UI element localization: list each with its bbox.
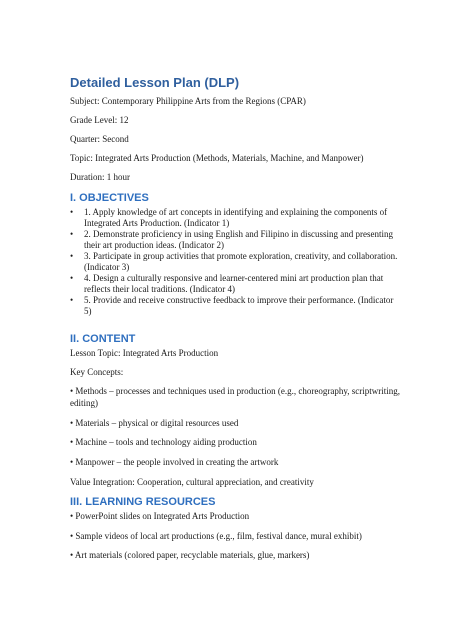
objectives-heading: I. OBJECTIVES [70, 192, 149, 204]
bullet-icon: • [70, 295, 74, 305]
value-integration-line: Value Integration: Cooperation, cultural appreciation, and creativity [70, 477, 314, 487]
bullet-icon: • [70, 207, 74, 217]
objective-item: • 4. Design a culturally responsive and learner-centered mini art production plan that reflects their local traditions. (Indicator 4) [70, 273, 384, 294]
quarter-line: Quarter: Second [70, 134, 129, 144]
bullet-icon: • [70, 229, 74, 239]
topic-line: Topic: Integrated Arts Production (Methods, Materials, Machine, and Manpower) [70, 153, 364, 163]
bullet-icon: • [70, 251, 74, 261]
concept-methods: • Methods – processes and techniques used in production (e.g., choreography, scriptwriting, [70, 386, 400, 396]
concept-methods-cont: editing) [70, 398, 98, 408]
objective-item: • 1. Apply knowledge of art concepts in identifying and explaining the components of Integrated Arts Production. (Indicator 1) [70, 207, 388, 228]
objective-item: • 5. Provide and receive constructive feedback to improve their performance. (Indicator 5) [70, 295, 394, 316]
lesson-topic-line: Lesson Topic: Integrated Arts Production [70, 348, 219, 358]
resource-materials: • Art materials (colored paper, recyclable materials, glue, markers) [70, 550, 310, 560]
concept-materials: • Materials – physical or digital resources used [70, 418, 239, 428]
resource-videos: • Sample videos of local art productions (e.g., film, festival dance, mural exhibit) [70, 531, 362, 541]
subject-line: Subject: Contemporary Philippine Arts from the Regions (CPAR) [70, 96, 306, 106]
objective-item: • 2. Demonstrate proficiency in using English and Filipino in discussing and presenting their art production ideas. (Indicator 2) [70, 229, 393, 250]
duration-line: Duration: 1 hour [70, 172, 130, 182]
grade-level-line: Grade Level: 12 [70, 115, 129, 125]
objectives-list [70, 207, 400, 317]
resources-heading: III. LEARNING RESOURCES [70, 496, 216, 508]
concept-manpower: • Manpower – the people involved in creating the artwork [70, 457, 279, 467]
bullet-icon: • [70, 273, 74, 283]
document-title: Detailed Lesson Plan (DLP) [70, 75, 240, 90]
content-heading: II. CONTENT [70, 333, 136, 345]
concept-machine: • Machine – tools and technology aiding production [70, 437, 257, 447]
key-concepts-label: Key Concepts: [70, 367, 124, 377]
objective-item: • 3. Participate in group activities that promote exploration, creativity, and collaboration. (Indicator 3) [70, 251, 398, 272]
resource-slides: • PowerPoint slides on Integrated Arts Production [70, 511, 250, 521]
